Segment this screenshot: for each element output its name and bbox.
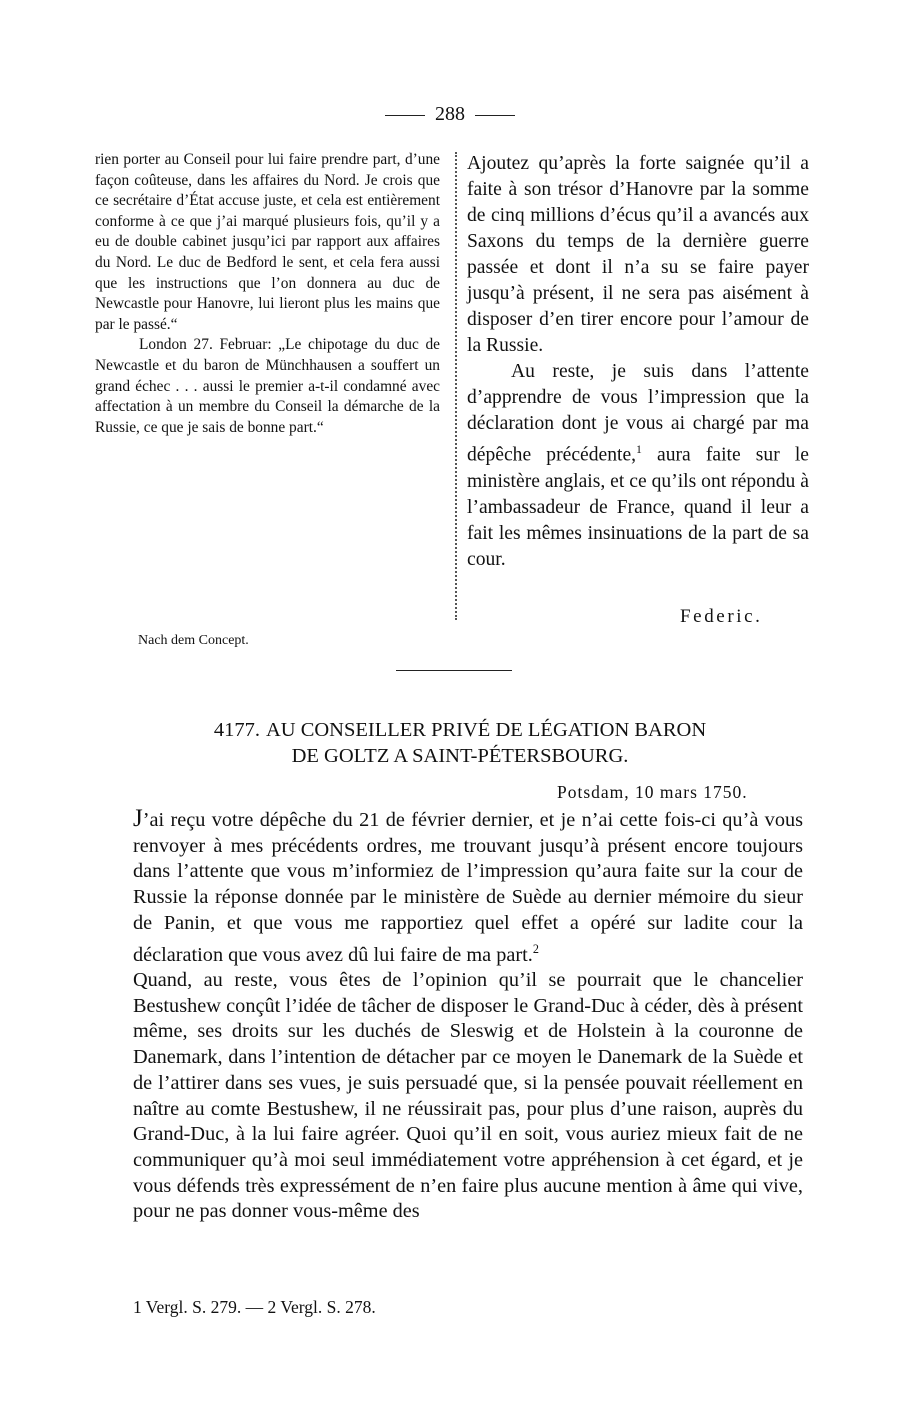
footnote-ref-1: 1 xyxy=(636,443,642,456)
left-note-paragraph-2: London 27. Februar: „Le chipotage du duc de Newcastle et du baron de Münchhausen a souffert un grand échec . . . aussi le premier a-t-il condamné avec affectation à un membre du Conseil la démarche de la Russie, ce que je sais de bonne part.“ xyxy=(95,336,440,436)
right-column-text xyxy=(467,151,809,573)
right-paragraph-2-text: Au reste, je suis dans l’attente d’apprendre de vous l’impression que la déclaration dont je vous ai chargé par ma dépêche précédente, xyxy=(467,361,809,466)
dash-right xyxy=(475,115,515,116)
heading-line-2: DE GOLTZ A SAINT-PÉTERSBOURG. xyxy=(291,745,629,767)
letter-paragraph-1 xyxy=(133,806,803,968)
section-divider xyxy=(396,670,512,671)
signature: Federic. xyxy=(680,606,763,627)
letter-paragraph-1-text: ’ai reçu votre dépêche du 21 de février dernier, et je n’ai cette fois-ci qu’à vous renvoyer à mes précédents ordres, me trouvant jusqu’à présent encore toujours dans l’attente que vous m’informiez de l’impression qu’aura faite sur la cour de Russie la réponse donnée par le ministère de Suède au dernier mémoire du sieur de Panin, et que vous me rapportiez quel effet a opéré sur ladite cour la déclaration que vous avez dû lui faire de ma part. xyxy=(133,809,803,966)
dropcap: J xyxy=(133,805,143,832)
letter-heading xyxy=(100,717,820,769)
left-note-paragraph-1: rien porter au Conseil pour lui faire prendre part, d’une façon coûteuse, dans les affaires du Nord. Je crois que ce secrétaire d’État accuse juste, et cela est entièrement conforme à ce que j’ai marqué plusieurs fois, qu’il y a eu de double cabinet jusqu’ici par rapport aux affaires du Nord. Le duc de Bedford le sent, et cela fera aussi que les instructions que l’on donnera au duc de Newcastle pour Hanovre, lui lieront plus les mains que par le passé.“ xyxy=(95,151,440,333)
dateline: Potsdam, 10 mars 1750. xyxy=(557,782,748,802)
page-number: 288 xyxy=(435,103,465,125)
letter-paragraph-2: Quand, au reste, vous êtes de l’opinion qu’il se pourrait que le chancelier Bestushew conçût l’idée de tâcher de disposer le Grand-Duc à céder, dès à présent même, ses droits sur les duchés de Sleswig et de Holstein à la couronne de Danemark, dans l’intention de détacher par ce moyen le Danemark de la Suède et de l’attirer dans ses vues, je suis persuadé que, si la pensée pouvait réellement en naître au comte Bestushew, il ne réussirait pas, pour plus d’une raison, auprès du Grand-Duc, à la lui faire agréer. Quoi qu’il en soit, vous auriez mieux fait de ne communiquer qu’à moi seul immédiatement votre appréhension à cet égard, et je vous défends très expressément de n’en faire plus aucune mention à âme qui vive, pour ne pas donner vous-même des xyxy=(133,968,803,1223)
footnote-ref-2: 2 xyxy=(532,941,539,956)
dash-left xyxy=(385,115,425,116)
footnotes: 1 Vergl. S. 279. — 2 Vergl. S. 278. xyxy=(133,1297,376,1317)
right-paragraph-1: Ajoutez qu’après la forte saignée qu’il a faite à son trésor d’Hanovre par la somme de cinq millions d’écus qu’il a avancés aux Saxons du temps de la dernière guerre passée et dont il n’a su se faire payer jusqu’à présent, il ne sera pas aisément à disposer d’en tirer encore pour l’amour de la Russie. xyxy=(467,153,809,356)
heading-text-1: AU CONSEILLER PRIVÉ DE LÉGATION BARON xyxy=(265,719,707,741)
heading-line-1 xyxy=(100,717,820,743)
letter-body xyxy=(133,806,803,1225)
column-divider xyxy=(455,152,457,620)
right-paragraph-2-end: aura faite sur le ministère anglais, et ce qu’ils ont répondu à l’ambassadeur de France, quand il leur a fait les mêmes insinuations de la part de sa cour. xyxy=(467,444,809,570)
letter-number: 4177. xyxy=(213,719,260,741)
source-note: Nach dem Concept. xyxy=(138,633,249,648)
page-number-line xyxy=(0,103,900,126)
right-paragraph-2 xyxy=(467,359,809,573)
left-column-notes xyxy=(95,150,440,438)
